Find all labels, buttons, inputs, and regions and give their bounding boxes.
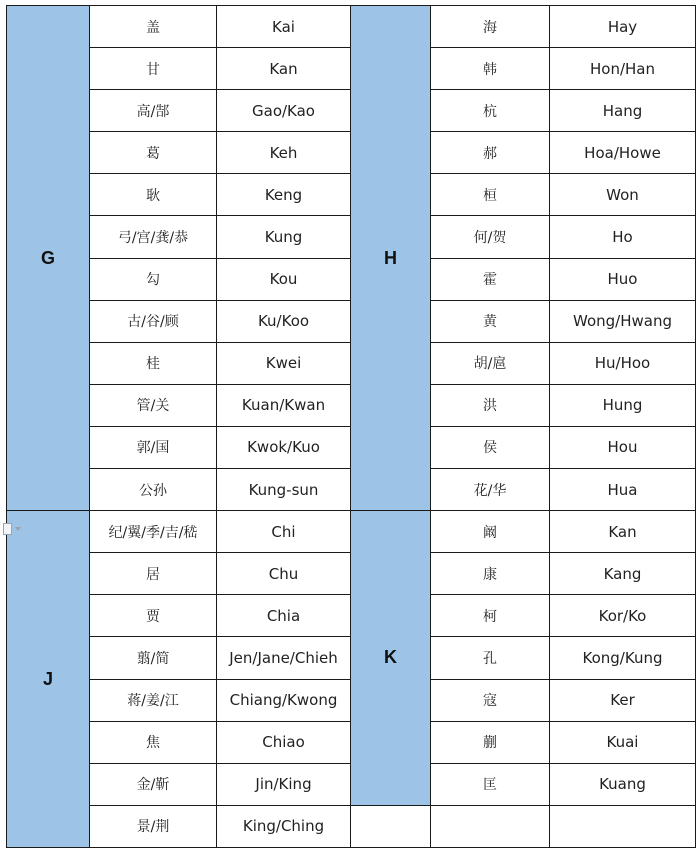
- surname-hanzi-cell: 孔: [431, 637, 550, 679]
- romanization-cell: Won: [550, 174, 696, 216]
- surname-hanzi-cell: 柯: [431, 595, 550, 637]
- romanization-cell: Chiao: [217, 721, 351, 763]
- romanization-cell: Jen/Jane/Chieh: [217, 637, 351, 679]
- surname-hanzi-cell: 耿: [90, 174, 217, 216]
- surname-hanzi-cell: 花/华: [431, 469, 550, 511]
- romanization-cell: Kwei: [217, 342, 351, 384]
- romanization-cell: Gao/Kao: [217, 90, 351, 132]
- surname-hanzi-cell: 贾: [90, 595, 217, 637]
- section-letter-cell: H: [351, 6, 431, 511]
- surname-hanzi-cell: 桓: [431, 174, 550, 216]
- surname-hanzi-cell: 匡: [431, 763, 550, 805]
- romanization-cell: Ker: [550, 679, 696, 721]
- romanization-cell: Kung: [217, 216, 351, 258]
- section-letter-cell: G: [7, 6, 90, 511]
- romanization-cell: Hua: [550, 469, 696, 511]
- surname-hanzi-cell: 管/关: [90, 384, 217, 426]
- surname-romanization-table: [6, 5, 696, 848]
- romanization-cell: Chiang/Kwong: [217, 679, 351, 721]
- surname-hanzi-cell: 郭/国: [90, 426, 217, 468]
- romanization-cell: Huo: [550, 258, 696, 300]
- romanization-cell: Kuai: [550, 721, 696, 763]
- surname-hanzi-cell: 金/靳: [90, 763, 217, 805]
- empty-cell: [550, 805, 696, 847]
- romanization-cell: Keh: [217, 132, 351, 174]
- romanization-cell: King/Ching: [217, 805, 351, 847]
- section-letter-cell: J: [7, 511, 90, 848]
- romanization-cell: Ku/Koo: [217, 300, 351, 342]
- surname-hanzi-cell: 侯: [431, 426, 550, 468]
- surname-hanzi-cell: 甘: [90, 48, 217, 90]
- table-body: [7, 6, 696, 848]
- romanization-cell: Kou: [217, 258, 351, 300]
- surname-hanzi-cell: 海: [431, 6, 550, 48]
- surname-hanzi-cell: 纪/翼/季/吉/嵇: [90, 511, 217, 553]
- romanization-cell: Keng: [217, 174, 351, 216]
- romanization-cell: Kor/Ko: [550, 595, 696, 637]
- surname-hanzi-cell: 韩: [431, 48, 550, 90]
- surname-hanzi-cell: 康: [431, 553, 550, 595]
- romanization-cell: Chi: [217, 511, 351, 553]
- romanization-cell: Hung: [550, 384, 696, 426]
- romanization-cell: Kong/Kung: [550, 637, 696, 679]
- surname-hanzi-cell: 何/贺: [431, 216, 550, 258]
- surname-hanzi-cell: 景/荆: [90, 805, 217, 847]
- surname-hanzi-cell: 公孙: [90, 469, 217, 511]
- section-letter-cell: K: [351, 511, 431, 806]
- surname-hanzi-cell: 蒯: [431, 721, 550, 763]
- surname-hanzi-cell: 寇: [431, 679, 550, 721]
- surname-hanzi-cell: 葛: [90, 132, 217, 174]
- romanization-cell: Kan: [217, 48, 351, 90]
- romanization-cell: Hay: [550, 6, 696, 48]
- romanization-cell: Kuang: [550, 763, 696, 805]
- table-row: [7, 511, 696, 553]
- chevron-down-icon: [15, 527, 21, 531]
- romanization-cell: Jin/King: [217, 763, 351, 805]
- romanization-cell: Chia: [217, 595, 351, 637]
- paste-options-icon[interactable]: [3, 523, 23, 537]
- romanization-cell: Ho: [550, 216, 696, 258]
- romanization-cell: Kan: [550, 511, 696, 553]
- surname-hanzi-cell: 高/郜: [90, 90, 217, 132]
- romanization-cell: Kwok/Kuo: [217, 426, 351, 468]
- table-row: [7, 6, 696, 48]
- empty-cell: [431, 805, 550, 847]
- surname-hanzi-cell: 阚: [431, 511, 550, 553]
- surname-hanzi-cell: 居: [90, 553, 217, 595]
- surname-hanzi-cell: 盖: [90, 6, 217, 48]
- surname-hanzi-cell: 黄: [431, 300, 550, 342]
- surname-hanzi-cell: 翦/简: [90, 637, 217, 679]
- romanization-cell: Kuan/Kwan: [217, 384, 351, 426]
- surname-hanzi-cell: 弓/宫/龚/恭: [90, 216, 217, 258]
- romanization-cell: Kai: [217, 6, 351, 48]
- clipboard-icon: [3, 523, 12, 535]
- empty-cell: [351, 805, 431, 847]
- surname-hanzi-cell: 古/谷/顾: [90, 300, 217, 342]
- romanization-cell: Kung-sun: [217, 469, 351, 511]
- romanization-cell: Hang: [550, 90, 696, 132]
- romanization-cell: Hou: [550, 426, 696, 468]
- romanization-cell: Wong/Hwang: [550, 300, 696, 342]
- surname-hanzi-cell: 桂: [90, 342, 217, 384]
- table-row: [7, 805, 696, 847]
- surname-hanzi-cell: 胡/扈: [431, 342, 550, 384]
- surname-hanzi-cell: 勾: [90, 258, 217, 300]
- surname-hanzi-cell: 霍: [431, 258, 550, 300]
- romanization-cell: Kang: [550, 553, 696, 595]
- surname-hanzi-cell: 郝: [431, 132, 550, 174]
- surname-hanzi-cell: 蒋/姜/江: [90, 679, 217, 721]
- romanization-cell: Chu: [217, 553, 351, 595]
- surname-hanzi-cell: 洪: [431, 384, 550, 426]
- romanization-cell: Hoa/Howe: [550, 132, 696, 174]
- surname-hanzi-cell: 焦: [90, 721, 217, 763]
- surname-hanzi-cell: 杭: [431, 90, 550, 132]
- romanization-cell: Hu/Hoo: [550, 342, 696, 384]
- romanization-cell: Hon/Han: [550, 48, 696, 90]
